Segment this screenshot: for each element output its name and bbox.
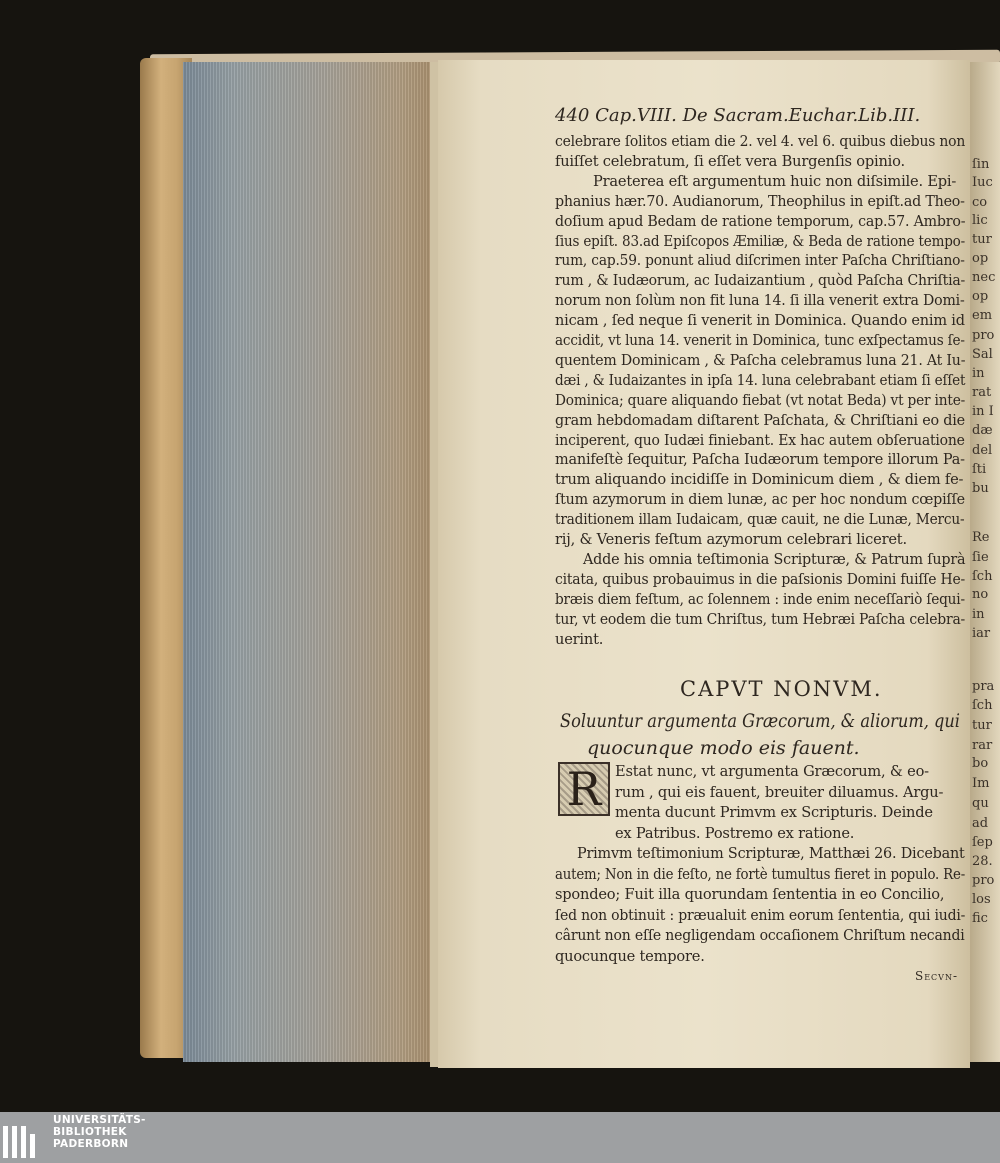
page-block-edges (183, 62, 438, 1062)
text-line: ſtum azymorum in diem lunæ, ac per hoc nondum cœpiſſe (555, 491, 965, 509)
text-line: doſium apud Bedam de ratione temporum, cap.57. Ambro- (555, 212, 966, 230)
text-line: menta ducunt Primvm ex Scripturis. Deinde (615, 804, 933, 821)
facing-page-text-fragment: Im (972, 776, 990, 791)
facing-page-text-fragment: iar (972, 626, 991, 641)
chapter-title: CAPVT NONVM. (680, 677, 883, 701)
facing-page-text-fragment: in (972, 607, 985, 622)
text-line: ſed non obtinuit : præualuit enim eorum ſententia, qui iudi- (555, 906, 966, 924)
library-name-line2: BIBLIOTHEK (53, 1126, 127, 1138)
text-line: quentem Dominicam , & Paſcha celebramus luna 21. At Iu- (555, 351, 966, 369)
decorated-initial-letter: R (566, 762, 602, 816)
text-line: Dominica; quare aliquando fiebat (vt notat Beda) vt per inte- (555, 391, 966, 409)
facing-page-text-fragment: ſep (972, 835, 993, 850)
text-line: ex Patribus. Postremo ex ratione. (615, 824, 855, 842)
facing-page-text-fragment: qu (972, 796, 989, 811)
text-line: trum aliquando incidiſſe in Dominicum diem , & diem fe- (555, 471, 964, 489)
text-line: Praeterea eſt argumentum huic non diſsimile. Epi- (593, 172, 957, 190)
decorated-initial (558, 762, 610, 816)
facing-page-text-fragment: rat (972, 385, 992, 400)
facing-page-text-fragment: bo (972, 756, 989, 771)
facing-page-fragment (970, 62, 1000, 1062)
catchword: Secvn- (915, 969, 959, 983)
facing-page-text-fragment: dæ (972, 423, 993, 438)
text-line: manifeſtè ſequitur, Paſcha Iudæorum tempore illorum Pa- (555, 451, 965, 469)
facing-page-text-fragment: op (972, 289, 989, 304)
text-line: norum non ſolùm non fit luna 14. ſi illa venerit extra Domi- (555, 292, 965, 310)
facing-page-text-fragment: ſch (972, 569, 993, 584)
facing-page-text-fragment: co (972, 195, 988, 210)
facing-page-text-fragment: ſin (972, 157, 990, 172)
text-line: tur, vt eodem die tum Chriſtus, tum Hebræi Paſcha celebra- (555, 610, 966, 628)
library-name-line1: UNIVERSITÄTS- (53, 1114, 146, 1126)
library-footer (0, 1112, 1000, 1163)
text-line: autem; Non in die feſto, ne fortè tumultus fieret in populo. Re- (555, 865, 966, 883)
text-line: rum , & Iudæorum, ac Iudaizantium , quòd Paſcha Chriſtia- (555, 272, 966, 290)
text-line: nicam , ſed neque ſi venerit in Dominica. Quando enim id (555, 312, 965, 330)
text-line: celebrare ſolitos etiam die 2. vel 4. vel 6. quibus diebus non (555, 133, 966, 150)
text-line: phanius hær.70. Audianorum, Theophilus in epiſt.ad Theo- (555, 192, 965, 210)
facing-page-text-fragment: del (972, 443, 993, 458)
facing-page-text-fragment: tur (972, 718, 992, 733)
text-line: Estat nunc, vt argumenta Græcorum, & eo- (615, 763, 929, 780)
text-line: ſius epiſt. 83.ad Epiſcopos Æmiliæ, & Beda de ratione tempo- (555, 232, 966, 250)
text-line: citata, quibus probauimus in die paſsionis Domini fuiſſe He- (555, 570, 965, 588)
text-line: quocunque tempore. (555, 947, 705, 965)
text-line: inciperent, quo Iudæi finiebant. Ex hac autem obſeruatione (555, 431, 965, 449)
facing-page-text-fragment: ſti (972, 462, 987, 477)
library-logo-icon (3, 1126, 43, 1158)
text-line: rum, cap.59. ponunt aliud diſcrimen inter Paſcha Chriſtiano- (555, 252, 965, 270)
facing-page-text-fragment: Re (972, 530, 990, 545)
facing-page-text-fragment: lic (972, 213, 988, 228)
facing-page-text-fragment: pro (972, 328, 995, 343)
facing-page-text-fragment: in I (972, 404, 994, 419)
running-header: 440 Cap.VIII. De Sacram.Euchar.Lib.III. (555, 105, 921, 126)
facing-page-text-fragment: los (972, 892, 991, 907)
facing-page-text-fragment: ſch (972, 698, 993, 713)
facing-page-text-fragment: fic (972, 911, 988, 926)
text-line: gram hebdomadam diſtarent Paſchata, & Chriſtiani eo die (555, 411, 965, 429)
text-line: Adde his omnia teſtimonia Scripturæ, & Patrum ſuprà (583, 550, 966, 568)
facing-page-text-fragment: Sal (972, 347, 993, 362)
text-line: bræis diem feſtum, ac ſolennem : inde enim neceſſariò ſequi- (555, 590, 965, 608)
chapter-subtitle-line2: quocunque modo eis fauent. (587, 737, 860, 759)
text-line: spondeo; Fuit illa quorundam ſententia in eo Concilio, (555, 886, 945, 903)
facing-page-text-fragment: op (972, 251, 989, 266)
facing-page-text-fragment: ad (972, 816, 989, 831)
facing-page-text-fragment: rar (972, 738, 993, 753)
text-line: fuiſſet celebratum, ſi eſſet vera Burgenſis opinio. (555, 152, 905, 170)
text-line: Primvm teſtimonium Scripturæ, Matthæi 26. Dicebant (577, 845, 965, 862)
facing-page-text-fragment: nec (972, 270, 996, 285)
text-line: traditionem illam Iudaicam, quæ cauit, ne die Lunæ, Mercu- (555, 511, 965, 529)
text-line: dæi , & Iudaizantes in ipſa 14. luna celebrabant etiam ſi eſſet (555, 371, 966, 389)
facing-page-text-fragment: 28. (972, 854, 993, 869)
library-name-line3: PADERBORN (53, 1138, 129, 1150)
facing-page-text-fragment: em (972, 308, 993, 323)
chapter-subtitle-line1: Soluuntur argumenta Græcorum, & aliorum, qui (560, 710, 961, 732)
facing-page-text-fragment: ſie (972, 550, 989, 565)
text-line: uerint. (555, 630, 604, 648)
facing-page-text-fragment: tur (972, 232, 992, 247)
facing-page-text-fragment: no (972, 587, 989, 602)
text-line: rum , qui eis fauent, breuiter diluamus. Argu- (615, 783, 944, 801)
facing-page-text-fragment: Iuc (972, 175, 993, 190)
facing-page-text-fragment: in (972, 366, 985, 381)
facing-page-text-fragment: pro (972, 873, 995, 888)
text-line: accidit, vt luna 14. venerit in Dominica, tunc exſpectamus ſe- (555, 332, 965, 349)
text-line: rij, & Veneris feſtum azymorum celebrari liceret. (555, 531, 907, 548)
facing-page-text-fragment: pra (972, 679, 995, 694)
facing-page-text-fragment: bu (972, 481, 989, 496)
text-line: cârunt non eſſe negligendam occaſionem Chriſtum necandi (555, 927, 965, 944)
